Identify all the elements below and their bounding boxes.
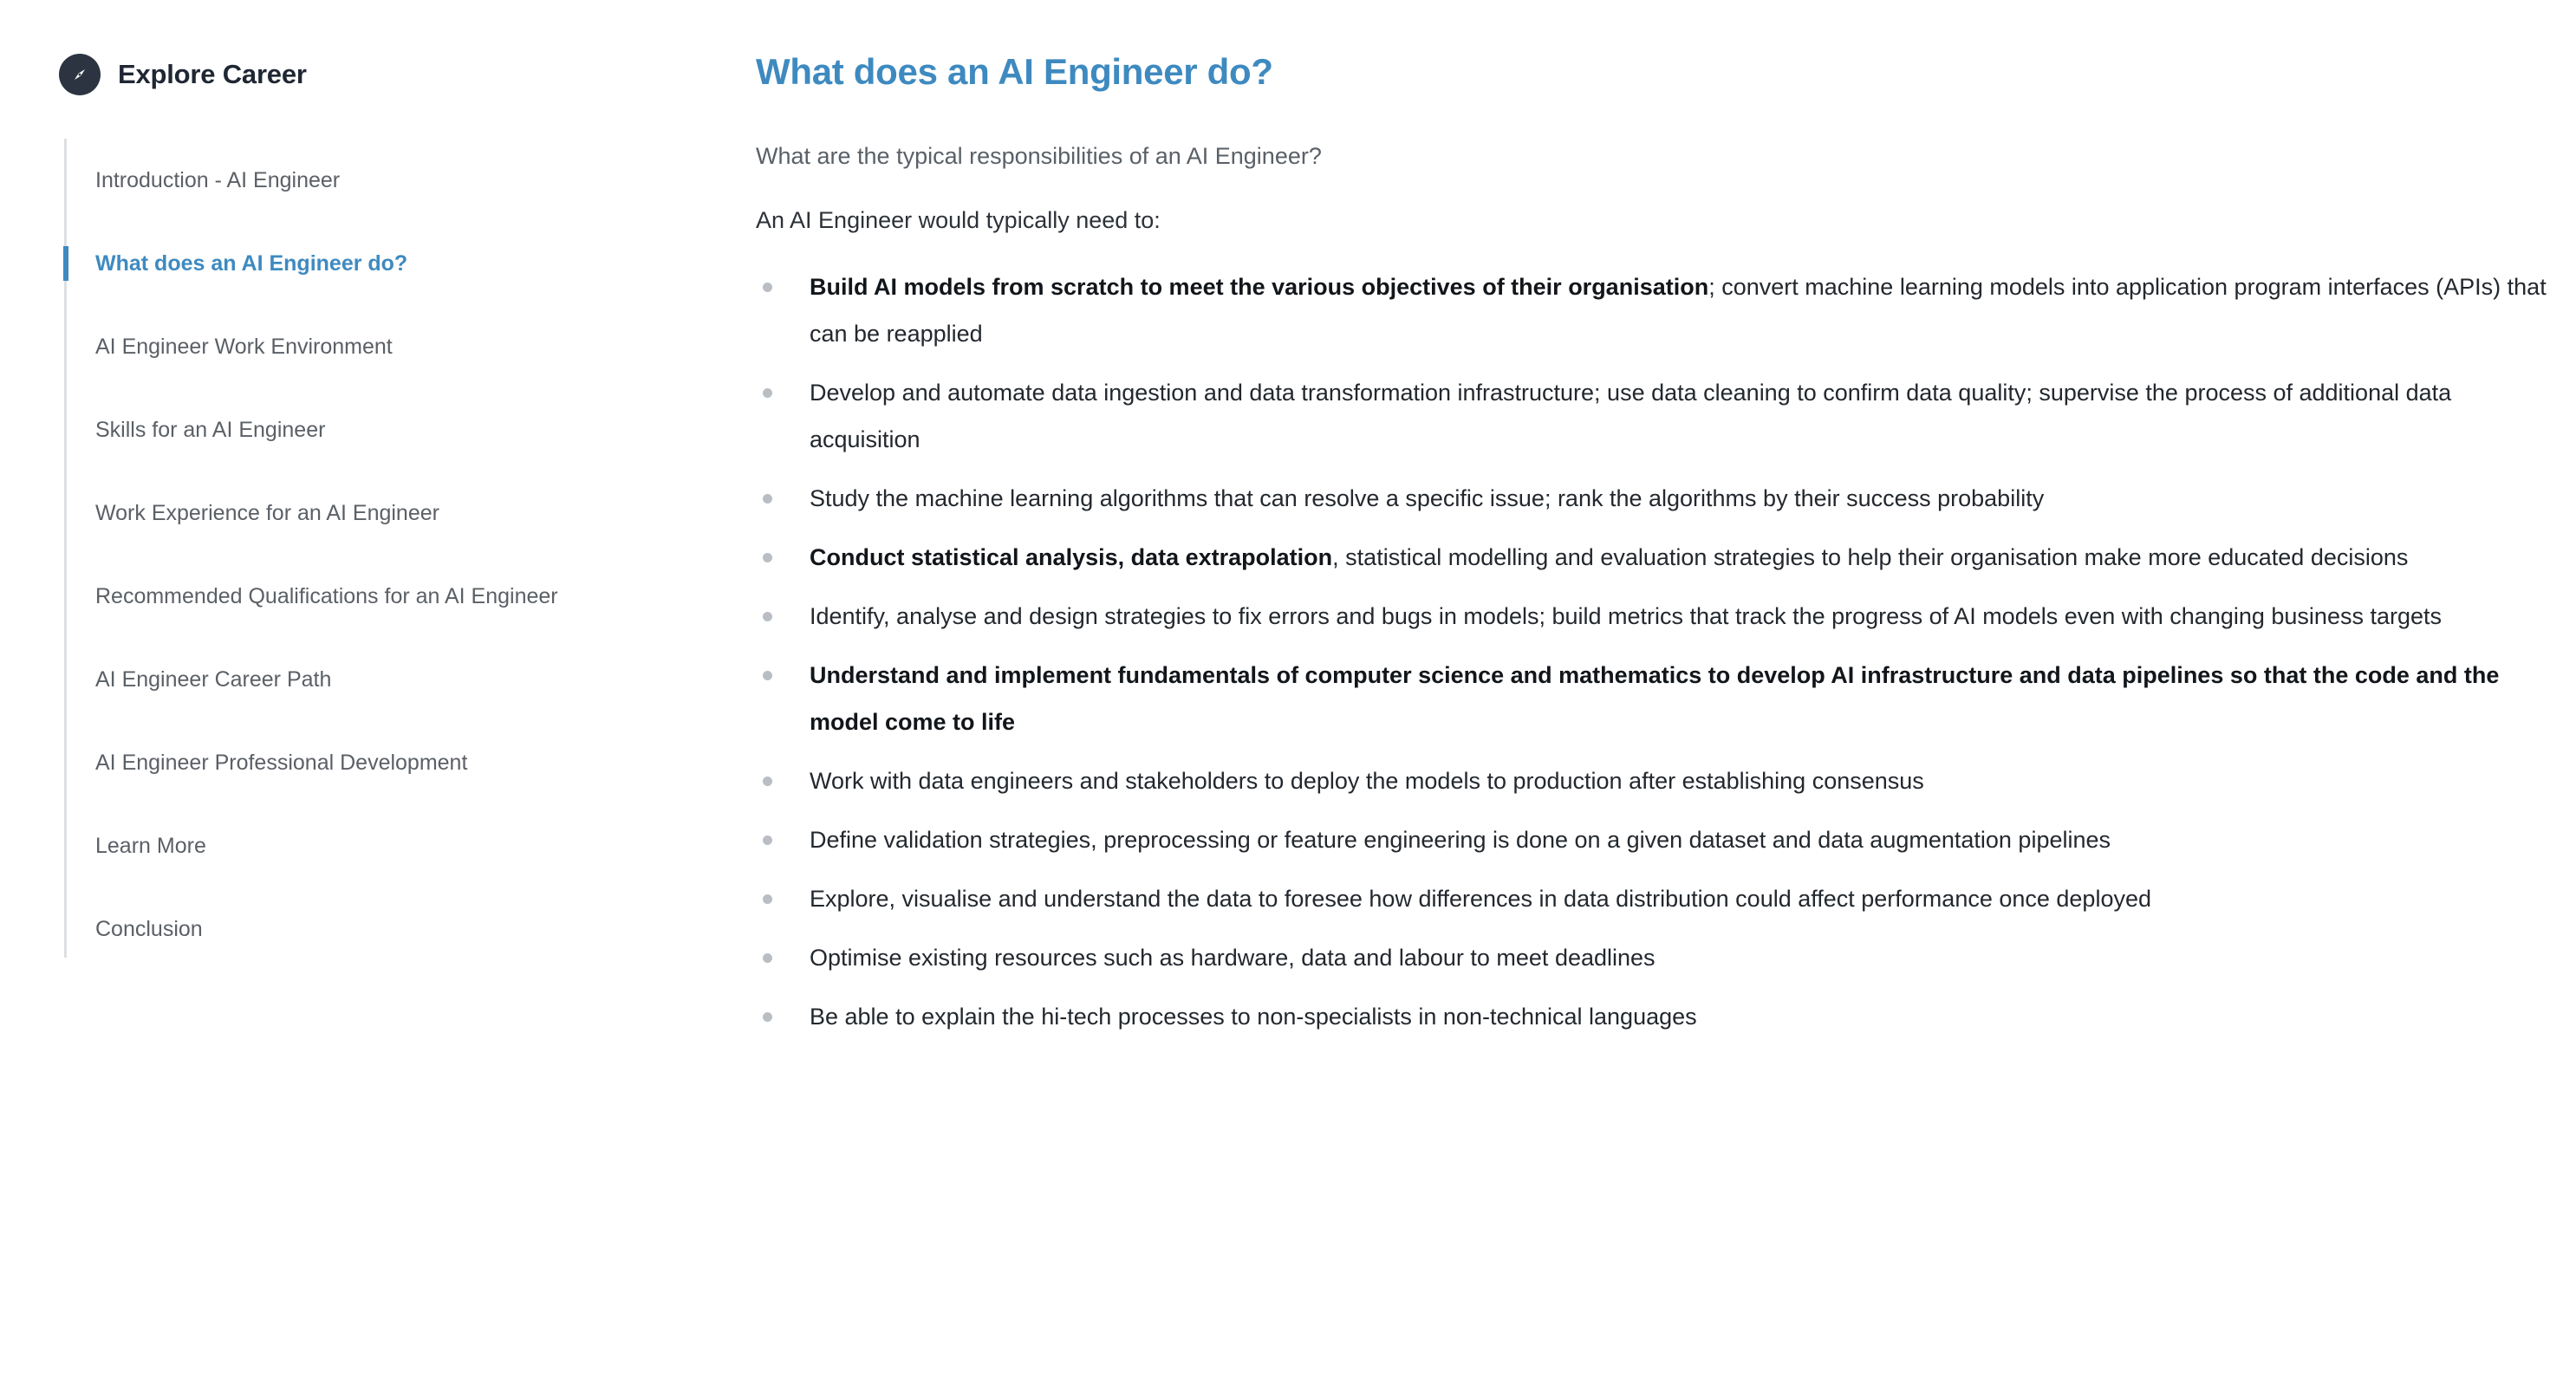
bullet-dot-icon (763, 835, 772, 845)
sidebar-item-label: AI Engineer Professional Development (95, 750, 468, 775)
list-item-text: Be able to explain the hi-tech processes to non-specialists in non-technical languages (810, 1003, 1697, 1030)
list-item (756, 475, 2554, 522)
sidebar-item-label: Skills for an AI Engineer (95, 417, 326, 442)
list-item-text: Study the machine learning algorithms that can resolve a specific issue; rank the algorithms by their success probability (810, 484, 2045, 511)
sidebar-item-active-indicator (63, 413, 68, 447)
brand-title: Explore Career (118, 59, 307, 89)
sidebar-item-label: AI Engineer Work Environment (95, 334, 393, 359)
list-item (756, 534, 2554, 581)
sidebar-item-1[interactable] (64, 222, 723, 305)
list-item (756, 652, 2554, 745)
bullet-dot-icon (763, 894, 772, 904)
sidebar-item-active-indicator (63, 662, 68, 697)
sidebar-item-7[interactable] (64, 721, 723, 804)
sidebar-item-8[interactable] (64, 804, 723, 887)
list-item-text: Explore, visualise and understand the data to foresee how differences in data distribution could affect performance once deployed (810, 885, 2151, 912)
list-item (756, 816, 2554, 863)
list-item (756, 934, 2554, 981)
sidebar-item-active-indicator (63, 329, 68, 364)
list-item-text: Develop and automate data ingestion and data transformation infrastructure; use data cleaning to confirm data quality; supervise the process of additional data acquisition (810, 379, 2452, 452)
sidebar-item-active-indicator (63, 912, 68, 946)
list-item-emphasis: Understand and implement fundamentals of computer science and mathematics to develop AI infrastructure and data pipelines so that the code and the model come to life (810, 661, 2500, 735)
brand-header[interactable] (59, 54, 307, 95)
bullet-dot-icon (763, 283, 772, 292)
main-content (756, 0, 2576, 1378)
bullet-dot-icon (763, 671, 772, 680)
sidebar-item-active-indicator (63, 496, 68, 530)
list-item-text: Define validation strategies, preprocessing or feature engineering is done on a given dataset and data augmentation pipelines (810, 826, 2111, 853)
list-item-emphasis: Conduct statistical analysis, data extrapolation (810, 543, 1333, 570)
sidebar-item-active-indicator (63, 829, 68, 863)
list-item (756, 369, 2554, 463)
bullet-dot-icon (763, 777, 772, 786)
bullet-dot-icon (763, 494, 772, 504)
list-item-text: , statistical modelling and evaluation strategies to help their organisation make more educated decisions (1332, 543, 2409, 570)
sidebar-item-label: Work Experience for an AI Engineer (95, 500, 439, 525)
sidebar-item-9[interactable] (64, 887, 723, 971)
list-item (756, 875, 2554, 922)
list-item (756, 263, 2554, 357)
list-item-text: Identify, analyse and design strategies to fix errors and bugs in models; build metrics that track the progress of AI models even with changing business targets (810, 602, 2442, 629)
list-item-text: Optimise existing resources such as hardware, data and labour to meet deadlines (810, 944, 1656, 971)
list-item (756, 593, 2554, 640)
list-item (756, 757, 2554, 804)
bullet-dot-icon (763, 553, 772, 562)
compass-icon (59, 54, 101, 95)
page-subtitle: What are the typical responsibilities of an AI Engineer? (756, 143, 1322, 170)
list-item-text: Work with data engineers and stakeholders to deploy the models to production after establishing consensus (810, 767, 1924, 794)
responsibilities-list (756, 263, 2554, 1040)
sidebar-item-active-indicator (63, 163, 68, 198)
bullet-dot-icon (763, 388, 772, 398)
bullet-dot-icon (763, 1012, 772, 1022)
sidebar-item-label: AI Engineer Career Path (95, 666, 332, 692)
list-item-text: ; convert machine learning models into application program interfaces (APIs) that can be reapplied (810, 273, 2547, 347)
sidebar-item-5[interactable] (64, 555, 723, 638)
sidebar-item-active-indicator (63, 579, 68, 614)
sidebar-item-4[interactable] (64, 471, 723, 555)
sidebar-item-label: What does an AI Engineer do? (95, 250, 408, 276)
sidebar-item-label: Introduction - AI Engineer (95, 167, 341, 192)
sidebar-item-active-indicator (63, 246, 68, 281)
sidebar-nav (64, 139, 723, 971)
bullet-dot-icon (763, 953, 772, 963)
sidebar-item-label: Conclusion (95, 916, 203, 941)
nav-list (64, 139, 723, 971)
sidebar (0, 0, 745, 1378)
sidebar-item-6[interactable] (64, 638, 723, 721)
sidebar-item-active-indicator (63, 745, 68, 780)
page-title: What does an AI Engineer do? (756, 51, 1273, 92)
sidebar-item-3[interactable] (64, 388, 723, 471)
bullet-dot-icon (763, 612, 772, 621)
list-item-emphasis: Build AI models from scratch to meet the various objectives of their organisation (810, 273, 1709, 300)
sidebar-item-0[interactable] (64, 139, 723, 222)
sidebar-item-2[interactable] (64, 305, 723, 388)
intro-text: An AI Engineer would typically need to: (756, 207, 1161, 234)
sidebar-item-label: Recommended Qualifications for an AI Engineer (95, 583, 558, 608)
list-item (756, 993, 2554, 1040)
sidebar-item-label: Learn More (95, 833, 206, 858)
